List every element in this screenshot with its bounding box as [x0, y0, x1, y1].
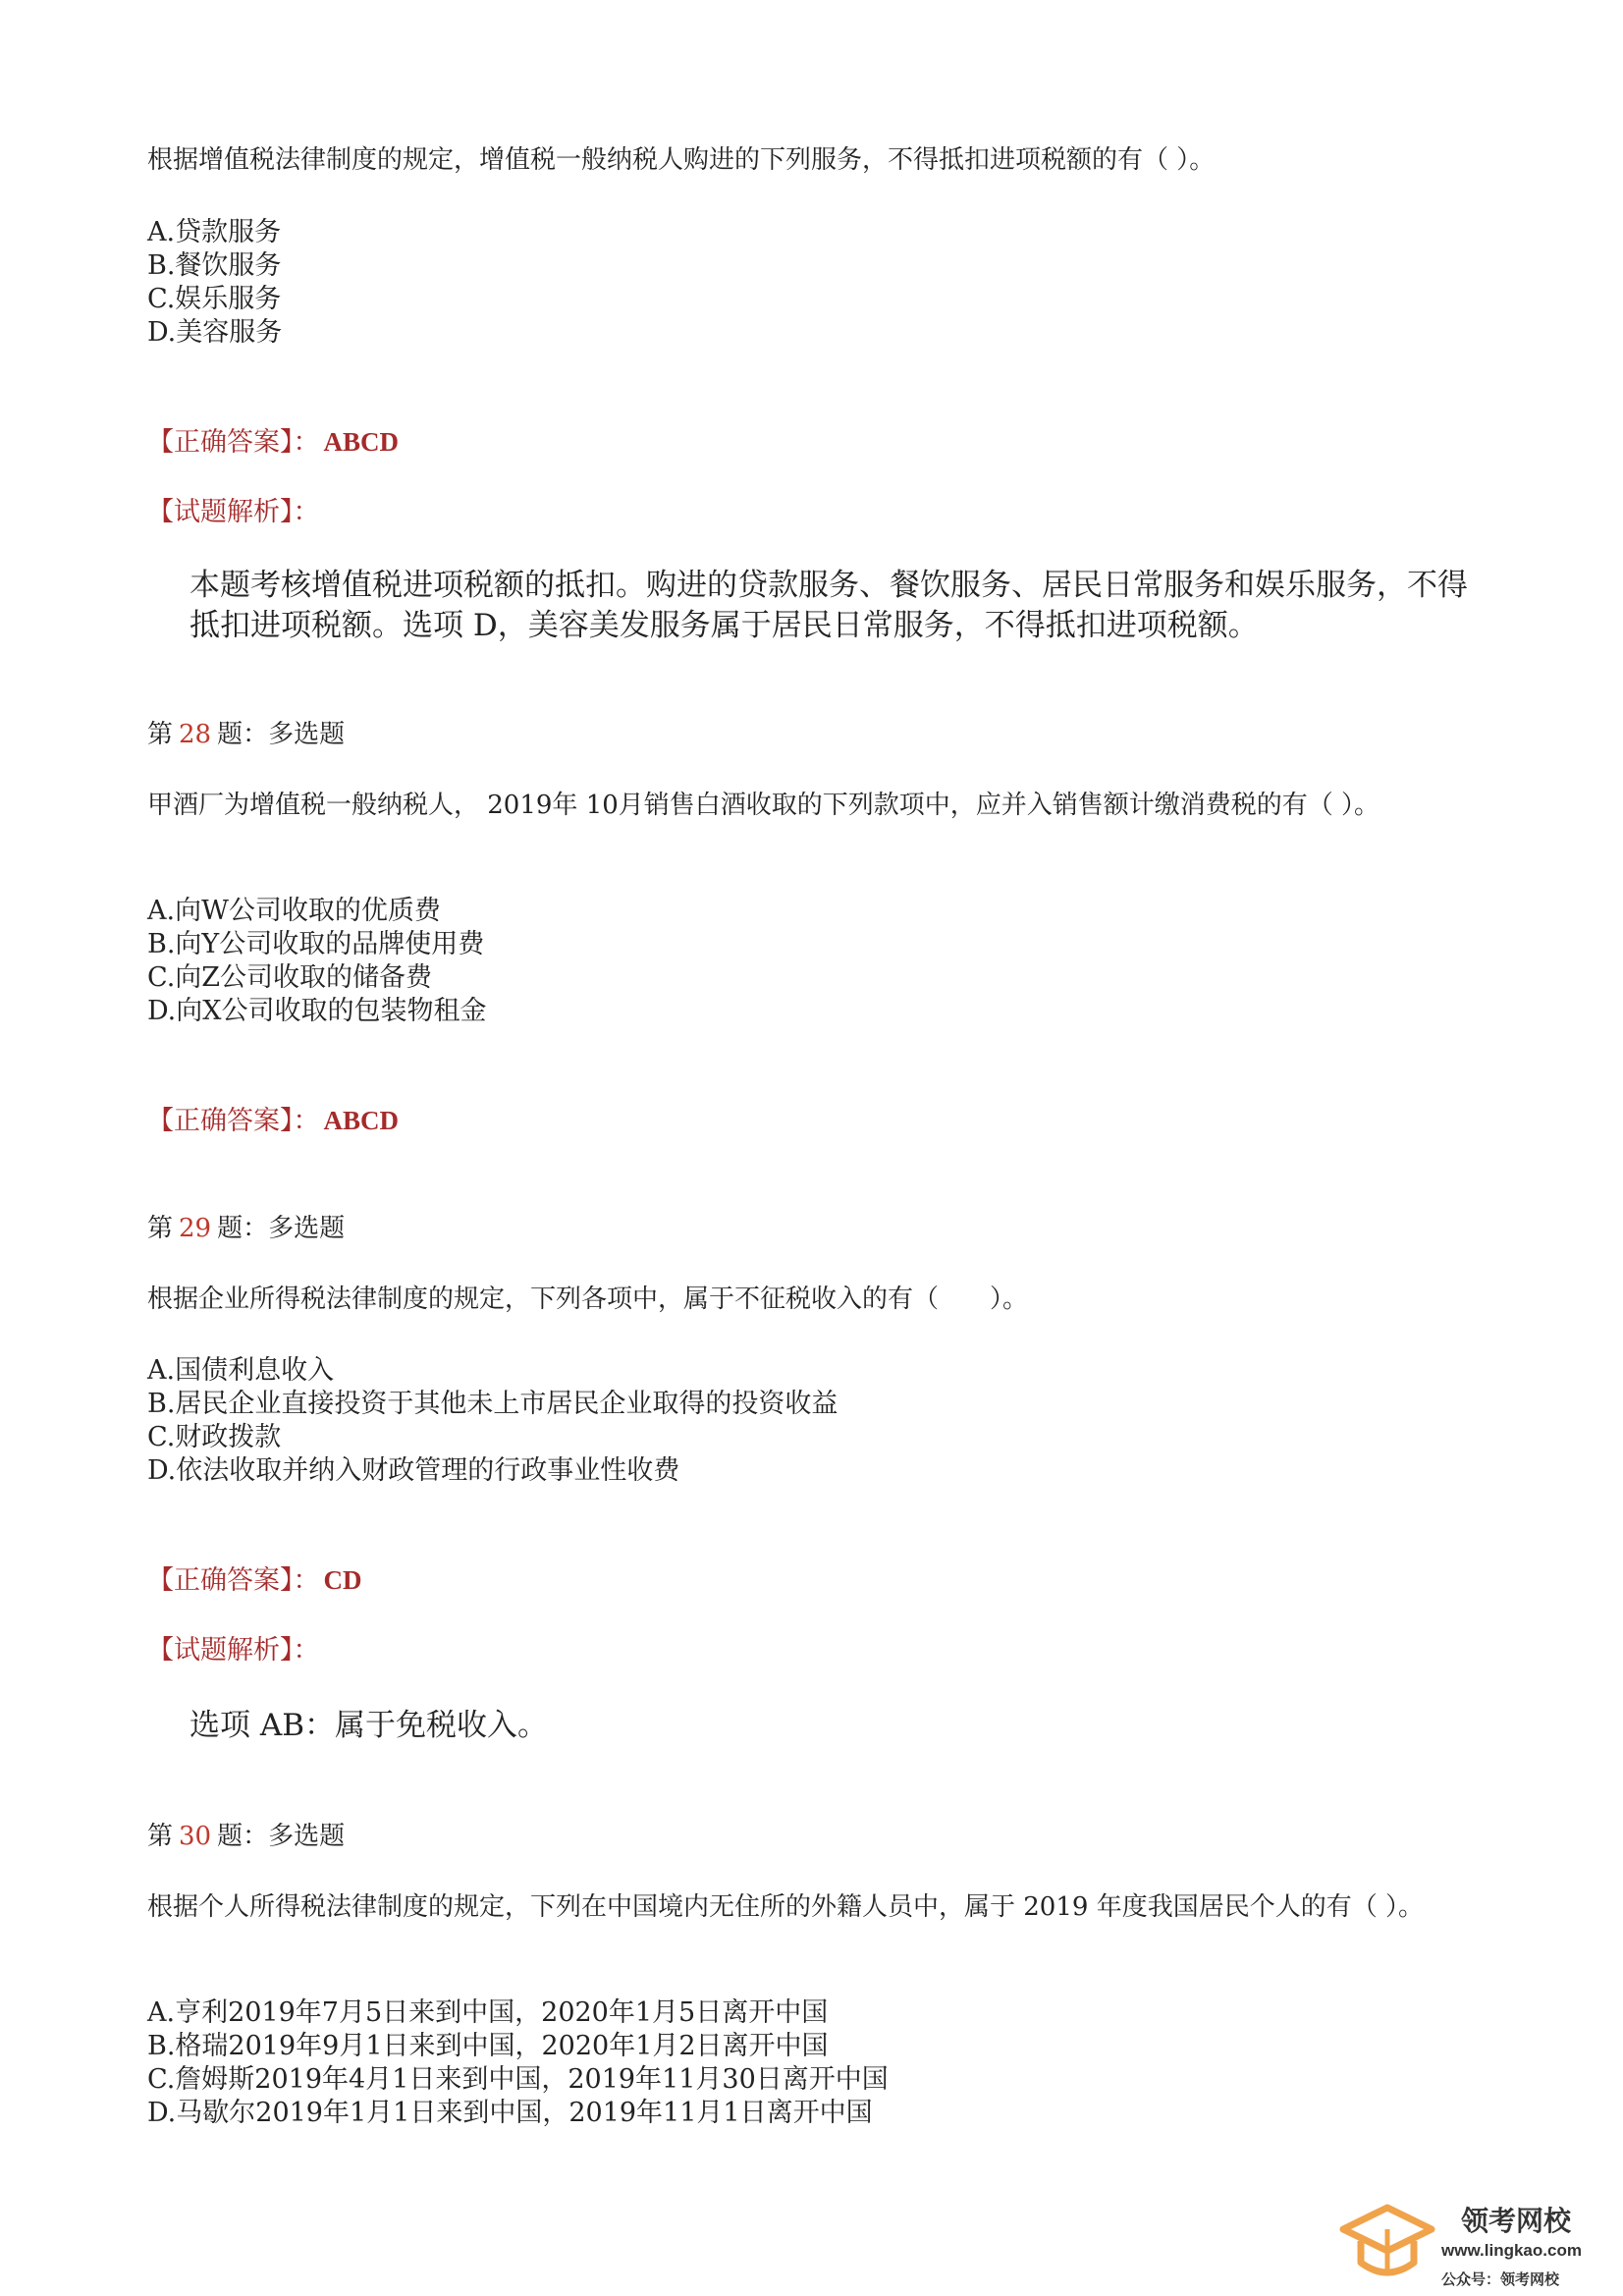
q27-question: 根据增值税法律制度的规定，增值税一般纳税人购进的下列服务，不得抵扣进项税额的有（ ）。	[147, 145, 1216, 175]
graduation-cap-icon	[1333, 2198, 1441, 2292]
option-c: C.财政拨款	[147, 1422, 282, 1452]
logo-public-account: 公众号：领考网校	[1441, 2271, 1560, 2288]
q30-question: 根据个人所得税法律制度的规定，下列在中国境内无住所的外籍人员中，属于 2019 年度我国居民个人的有（ ）。	[147, 1892, 1424, 1922]
q29-analysis-label: 【试题解析】：	[147, 1635, 320, 1666]
option-a: A.国债利息收入	[147, 1355, 335, 1386]
q-prefix: 第	[147, 1214, 174, 1243]
option-b: B.餐饮服务	[147, 250, 282, 281]
option-d: D.依法收取并纳入财政管理的行政事业性收费	[147, 1455, 680, 1486]
answer-label: 【正确答案】：	[147, 427, 320, 458]
q29-options	[147, 1354, 1473, 1488]
q29-heading	[147, 1212, 1473, 1245]
q-type: 题：多选题	[217, 1214, 346, 1243]
option-d: D.美容服务	[147, 317, 283, 348]
q28-answer	[147, 1104, 1473, 1138]
option-c: C.娱乐服务	[147, 284, 282, 314]
answer-value: ABCD	[323, 427, 400, 457]
option-b: B.向Y公司收取的品牌使用费	[147, 929, 485, 959]
answer-value: ABCD	[323, 1106, 400, 1135]
answer-label: 【正确答案】：	[147, 1106, 320, 1136]
option-b: B.居民企业直接投资于其他未上市居民企业取得的投资收益	[147, 1389, 839, 1419]
option-d: D.向X公司收取的包装物租金	[147, 996, 487, 1026]
q30-options	[147, 1996, 1473, 2130]
q27-analysis-label: 【试题解析】：	[147, 497, 320, 527]
q29-analysis: 选项 AB：属于免税收入。	[189, 1708, 549, 1743]
option-a: A.向W公司收取的优质费	[147, 896, 441, 926]
option-a: A.亨利2019年7月5日来到中国，2020年1月5日离开中国	[147, 1997, 829, 2028]
option-c: C.向Z公司收取的储备费	[147, 962, 433, 993]
q27-analysis: 本题考核增值税进项税额的抵扣。购进的贷款服务、餐饮服务、居民日常服务和娱乐服务，不得抵扣进项税额。选项 D，美容美发服务属于居民日常服务，不得抵扣进项税额。	[189, 568, 1468, 643]
logo-url: www.lingkao.com	[1441, 2241, 1582, 2260]
lingkao-logo	[1333, 2198, 1598, 2292]
q-type: 题：多选题	[217, 1822, 346, 1851]
q30-heading	[147, 1820, 1473, 1853]
q-number: 28	[179, 720, 212, 749]
q-prefix: 第	[147, 720, 174, 749]
q-number: 30	[179, 1822, 212, 1851]
q27-answer	[147, 425, 1473, 460]
q29-question: 根据企业所得税法律制度的规定，下列各项中，属于不征税收入的有（ ）。	[147, 1285, 1029, 1314]
q28-question: 甲酒厂为增值税一般纳税人， 2019年 10月销售白酒收取的下列款项中，应并入销售额计缴消费税的有（ ）。	[147, 791, 1380, 820]
logo-name: 领考网校	[1461, 2206, 1572, 2236]
option-a: A.贷款服务	[147, 217, 282, 247]
q-number: 29	[179, 1214, 212, 1243]
answer-value: CD	[323, 1565, 362, 1595]
q-prefix: 第	[147, 1822, 174, 1851]
option-d: D.马歇尔2019年1月1日来到中国，2019年11月1日离开中国	[147, 2098, 873, 2128]
answer-label: 【正确答案】：	[147, 1565, 320, 1596]
q28-options	[147, 895, 1473, 1028]
q28-heading	[147, 718, 1473, 751]
q27-options	[147, 216, 1473, 350]
q29-answer	[147, 1563, 1473, 1598]
q-type: 题：多选题	[217, 720, 346, 749]
option-b: B.格瑞2019年9月1日来到中国，2020年1月2日离开中国	[147, 2031, 829, 2061]
option-c: C.詹姆斯2019年4月1日来到中国，2019年11月30日离开中国	[147, 2064, 889, 2095]
